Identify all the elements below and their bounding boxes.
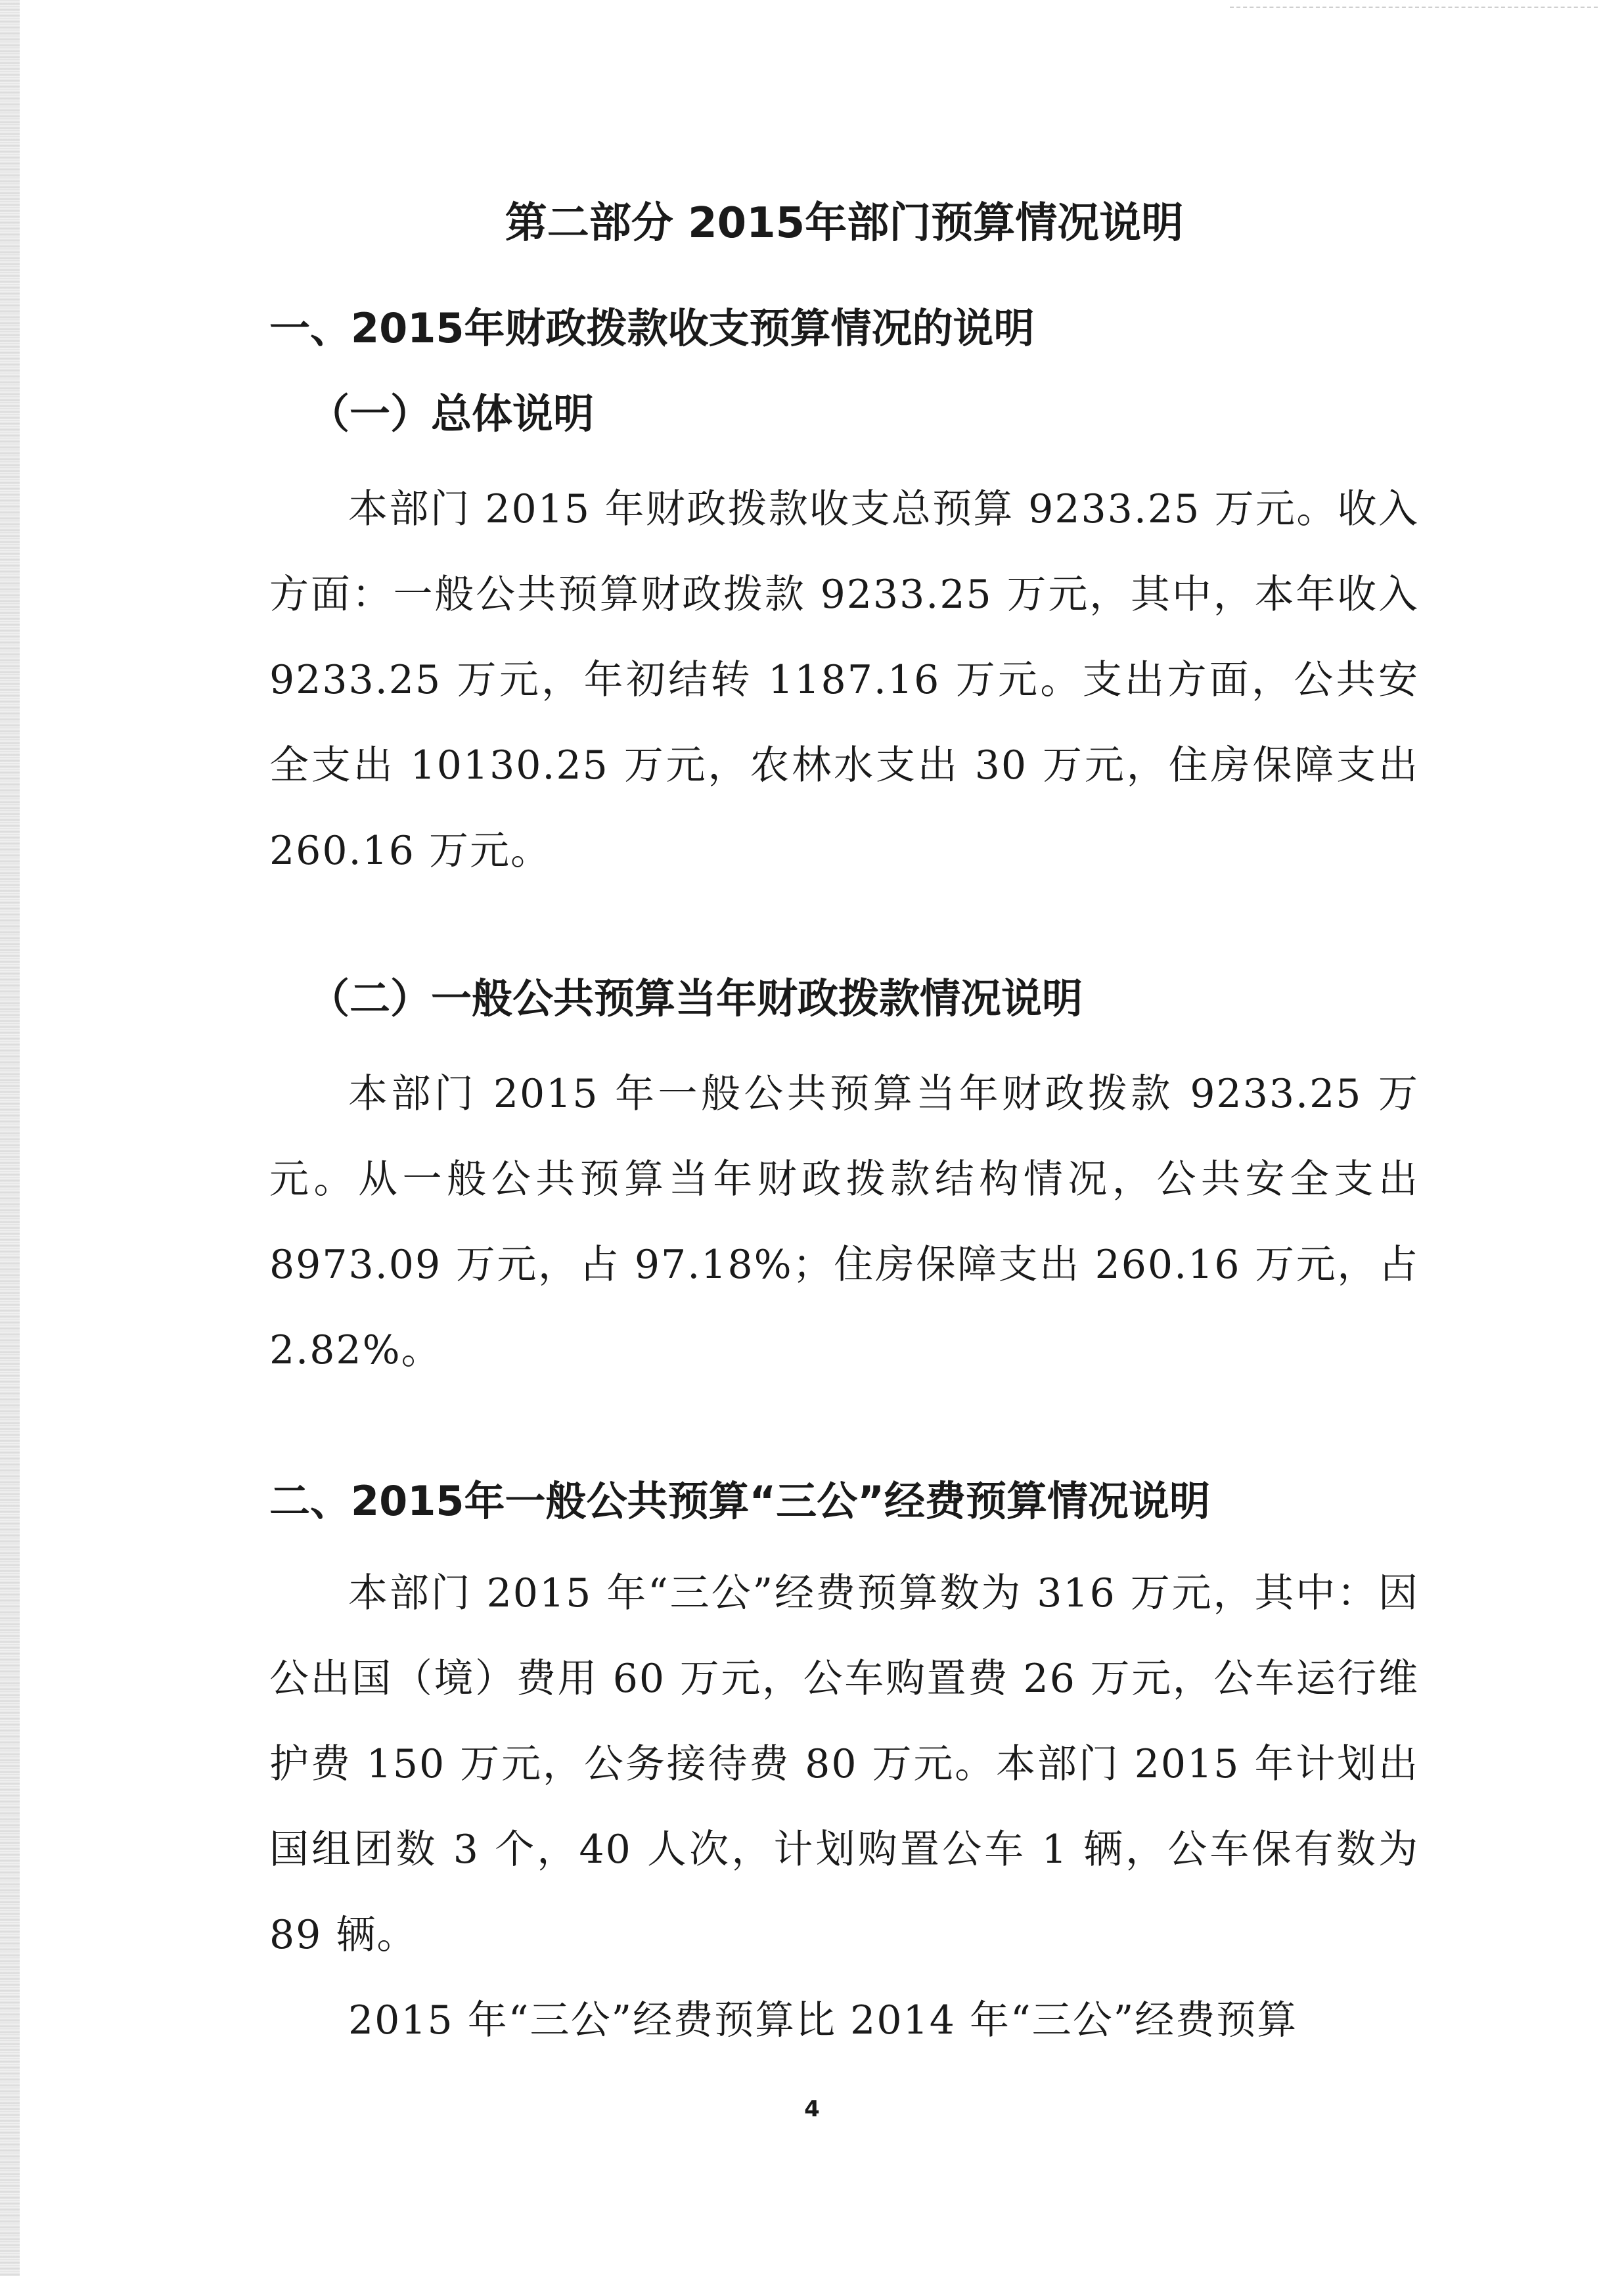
subsection-1-heading: （一）总体说明: [309, 390, 595, 438]
subsection-2-heading: （二）一般公共预算当年财政拨款情况说明: [309, 974, 1083, 1022]
page-number: 4: [804, 2096, 820, 2122]
subsection-1-text: 本部门 2015 年财政拨款收支总预算 9233.25 万元。收入方面：一般公共预算财政拨款 9233.25 万元，其中，本年收入 9233.25 万元，年初结转 1187.16 万元。支出方面，公共安全支出 10130.25 万元，农林水支出 30 万元，住房保障支出 260.16 万元。: [269, 486, 1419, 874]
section-2-heading: 二、2015年一般公共预算“三公”经费预算情况说明: [269, 1477, 1211, 1525]
scan-top-mark: [1230, 7, 1598, 8]
subsection-2-text: 本部门 2015 年一般公共预算当年财政拨款 9233.25 万元。从一般公共预算当年财政拨款结构情况，公共安全支出 8973.09 万元，占 97.18%；住房保障支出 260.16 万元，占 2.82%。: [269, 1071, 1419, 1373]
scan-edge-shadow: [0, 0, 20, 2276]
section-2-text-1: 本部门 2015 年“三公”经费预算数为 316 万元，其中：因公出国（境）费用 60 万元，公车购置费 26 万元，公车运行维护费 150 万元，公务接待费 80 万元。本部门 2015 年计划出国组团数 3 个，40 人次，计划购置公车 1 辆，公车保有数为 89 辆。: [269, 1570, 1419, 1958]
page-title: 第二部分 2015年部门预算情况说明: [505, 199, 1184, 248]
section-1-heading: 一、2015年财政拨款收支预算情况的说明: [269, 304, 1035, 352]
section-2-text-2: 2015 年“三公”经费预算比 2014 年“三公”经费预算: [348, 1997, 1298, 2043]
